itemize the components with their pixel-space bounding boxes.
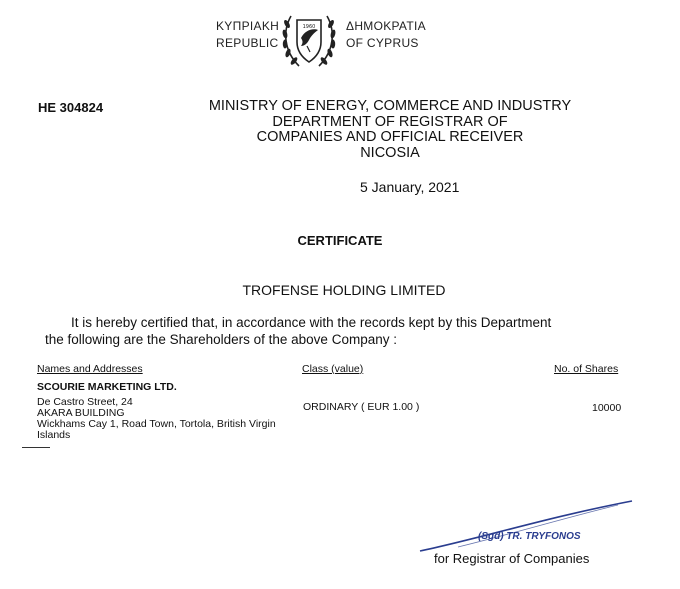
signature-stroke [418, 495, 638, 555]
svg-text:1960: 1960 [302, 24, 316, 30]
shareholder-address [37, 397, 297, 441]
share-class-value: ORDINARY ( EUR 1.00 ) [303, 401, 420, 413]
certificate-date: 5 January, 2021 [360, 179, 460, 195]
certification-statement [45, 314, 605, 348]
ministry-block [190, 99, 590, 161]
header-english-left: REPUBLIC [216, 36, 279, 50]
registration-number: HE 304824 [38, 100, 104, 115]
address-line: De Castro Street, 24 [37, 396, 133, 408]
shareholder-name: SCOURIE MARKETING LTD. [37, 381, 177, 393]
certificate-title: CERTIFICATE [297, 233, 383, 248]
company-name: TROFENSE HOLDING LIMITED [242, 282, 446, 298]
column-header-shares: No. of Shares [554, 363, 619, 375]
header-english-right: OF CYPRUS [346, 36, 419, 50]
column-header-class: Class (value) [302, 363, 364, 375]
column-header-names: Names and Addresses [37, 363, 143, 375]
header-greek-left: ΚΥΠΡΙΑΚΗ [216, 19, 280, 33]
address-line: Islands [37, 429, 71, 441]
header-left [216, 18, 279, 52]
for-registrar-text: for Registrar of Companies [434, 551, 590, 566]
ministry-line: DEPARTMENT OF REGISTRAR OF [272, 113, 508, 130]
ministry-line: MINISTRY OF ENERGY, COMMERCE AND INDUSTRY [208, 98, 572, 114]
header-greek-right: ΔΗΜΟΚΡΑΤΙΑ [346, 19, 426, 33]
statement-line-2: the following are the Shareholders of the above Company : [45, 332, 397, 347]
statement-line-1: It is hereby certified that, in accordance with the records kept by this Department [71, 315, 552, 330]
header-right [346, 18, 426, 52]
signature-sgd-text: (Sgd) TR. TRYFONOS [478, 531, 581, 542]
ministry-line: COMPANIES AND OFFICIAL RECEIVER [256, 129, 524, 145]
cyprus-coat-of-arms-icon [277, 8, 341, 72]
address-line: Wickhams Cay 1, Road Town, Tortola, British Virgin [37, 418, 276, 430]
ministry-line: NICOSIA [360, 144, 420, 161]
share-count: 10000 [592, 402, 622, 414]
address-line: AKARA BUILDING [37, 407, 125, 419]
end-rule [22, 447, 50, 448]
